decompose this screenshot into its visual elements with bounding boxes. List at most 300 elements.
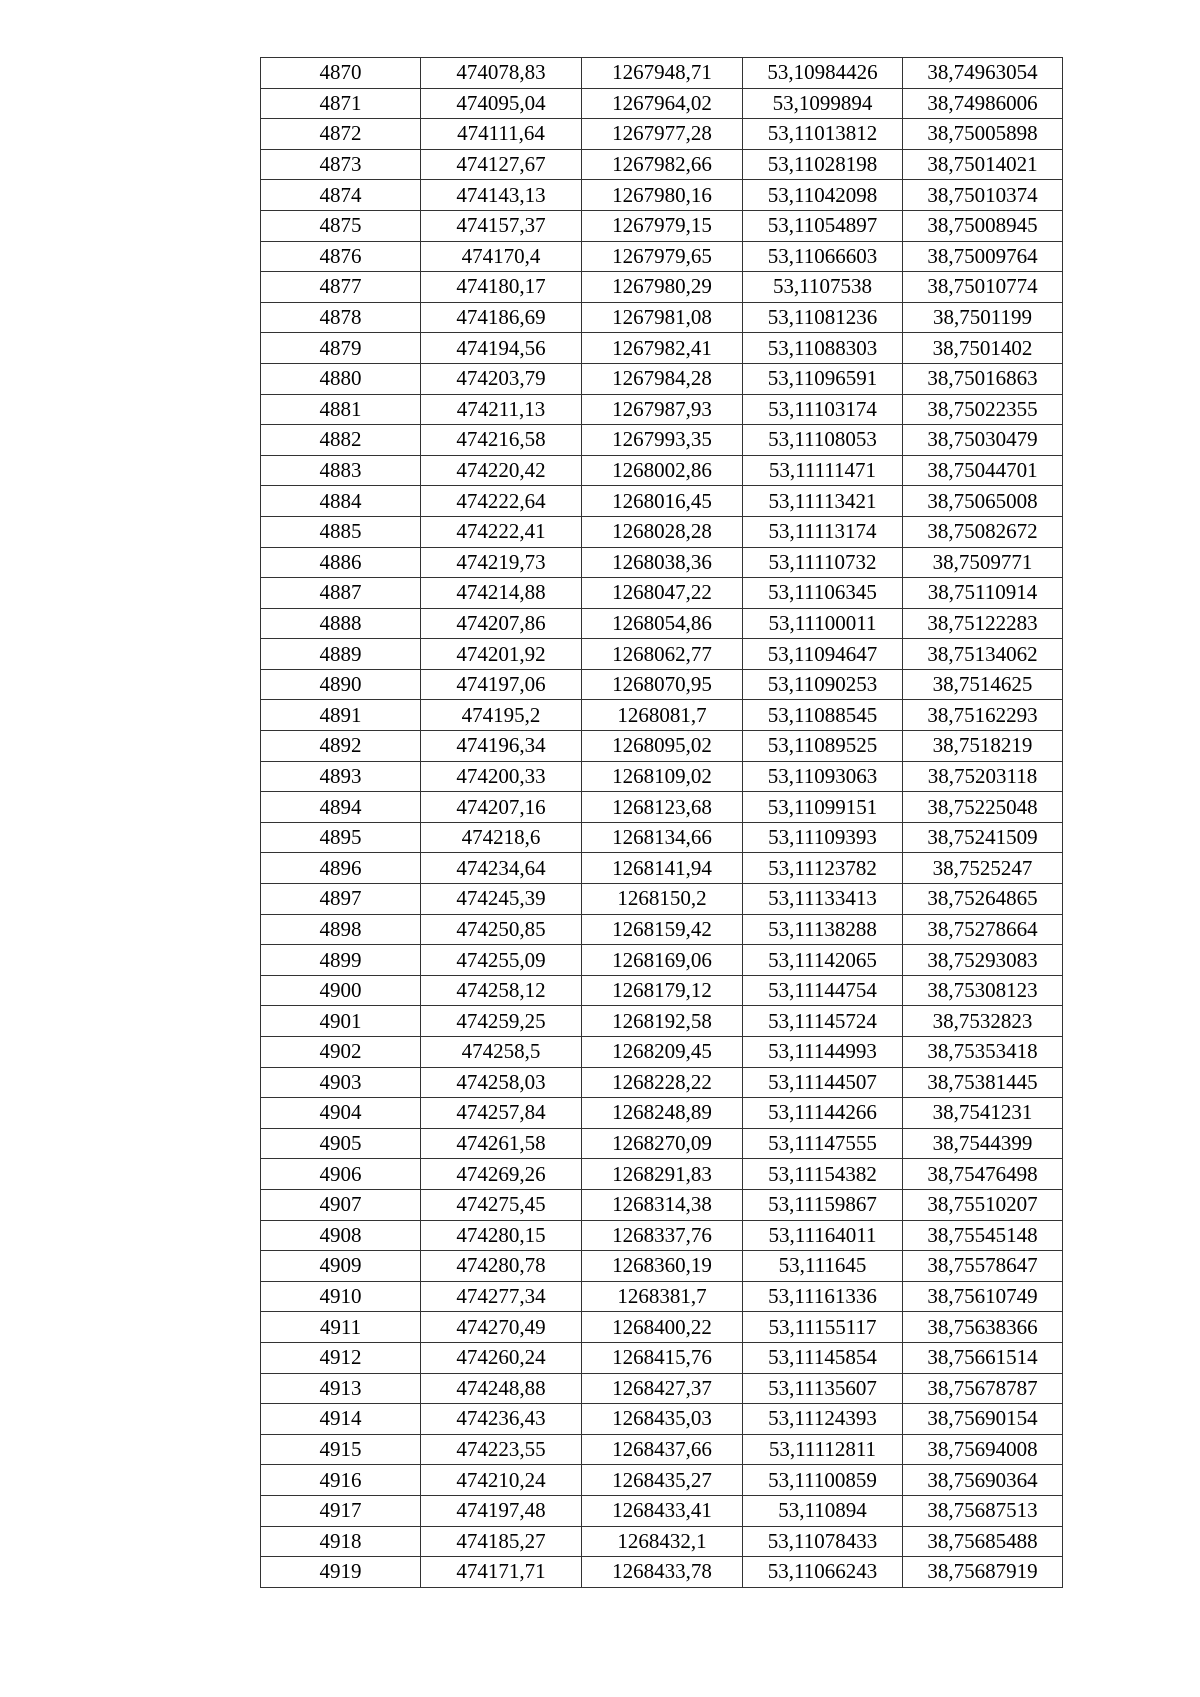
- longitude-cell: 38,75545148: [903, 1220, 1063, 1251]
- y-coordinate-cell: 1268062,77: [582, 639, 743, 670]
- latitude-cell: 53,11054897: [743, 210, 903, 241]
- x-coordinate-cell: 474207,16: [421, 792, 582, 823]
- longitude-cell: 38,74963054: [903, 58, 1063, 89]
- point-number-cell: 4904: [261, 1098, 421, 1129]
- longitude-cell: 38,7514625: [903, 669, 1063, 700]
- latitude-cell: 53,11145724: [743, 1006, 903, 1037]
- y-coordinate-cell: 1268141,94: [582, 853, 743, 884]
- longitude-cell: 38,75065008: [903, 486, 1063, 517]
- y-coordinate-cell: 1268123,68: [582, 792, 743, 823]
- point-number-cell: 4896: [261, 853, 421, 884]
- longitude-cell: 38,75122283: [903, 608, 1063, 639]
- point-number-cell: 4887: [261, 578, 421, 609]
- table-row: [261, 578, 1063, 609]
- x-coordinate-cell: 474280,78: [421, 1251, 582, 1282]
- table-row: [261, 149, 1063, 180]
- y-coordinate-cell: 1268134,66: [582, 822, 743, 853]
- longitude-cell: 38,75690154: [903, 1404, 1063, 1435]
- latitude-cell: 53,11099151: [743, 792, 903, 823]
- x-coordinate-cell: 474207,86: [421, 608, 582, 639]
- table-row: [261, 700, 1063, 731]
- longitude-cell: 38,7501402: [903, 333, 1063, 364]
- table-row: [261, 1128, 1063, 1159]
- y-coordinate-cell: 1268081,7: [582, 700, 743, 731]
- y-coordinate-cell: 1267964,02: [582, 88, 743, 119]
- table-row: [261, 210, 1063, 241]
- y-coordinate-cell: 1268337,76: [582, 1220, 743, 1251]
- longitude-cell: 38,75203118: [903, 761, 1063, 792]
- x-coordinate-cell: 474220,42: [421, 455, 582, 486]
- x-coordinate-cell: 474219,73: [421, 547, 582, 578]
- table-row: [261, 1557, 1063, 1588]
- longitude-cell: 38,75014021: [903, 149, 1063, 180]
- table-row: [261, 455, 1063, 486]
- point-number-cell: 4874: [261, 180, 421, 211]
- latitude-cell: 53,11106345: [743, 578, 903, 609]
- longitude-cell: 38,75008945: [903, 210, 1063, 241]
- table-row: [261, 1312, 1063, 1343]
- latitude-cell: 53,11100859: [743, 1465, 903, 1496]
- point-number-cell: 4915: [261, 1434, 421, 1465]
- point-number-cell: 4876: [261, 241, 421, 272]
- point-number-cell: 4912: [261, 1342, 421, 1373]
- latitude-cell: 53,11088303: [743, 333, 903, 364]
- point-number-cell: 4888: [261, 608, 421, 639]
- point-number-cell: 4877: [261, 272, 421, 303]
- x-coordinate-cell: 474248,88: [421, 1373, 582, 1404]
- latitude-cell: 53,11144507: [743, 1067, 903, 1098]
- latitude-cell: 53,11133413: [743, 884, 903, 915]
- x-coordinate-cell: 474258,5: [421, 1037, 582, 1068]
- latitude-cell: 53,11103174: [743, 394, 903, 425]
- longitude-cell: 38,75661514: [903, 1342, 1063, 1373]
- longitude-cell: 38,75010374: [903, 180, 1063, 211]
- table-row: [261, 1251, 1063, 1282]
- x-coordinate-cell: 474255,09: [421, 945, 582, 976]
- latitude-cell: 53,11108053: [743, 425, 903, 456]
- y-coordinate-cell: 1268433,41: [582, 1495, 743, 1526]
- x-coordinate-cell: 474111,64: [421, 119, 582, 150]
- y-coordinate-cell: 1268435,03: [582, 1404, 743, 1435]
- latitude-cell: 53,11096591: [743, 363, 903, 394]
- table-row: [261, 822, 1063, 853]
- x-coordinate-cell: 474277,34: [421, 1281, 582, 1312]
- y-coordinate-cell: 1268192,58: [582, 1006, 743, 1037]
- x-coordinate-cell: 474214,88: [421, 578, 582, 609]
- table-row: [261, 1495, 1063, 1526]
- longitude-cell: 38,75241509: [903, 822, 1063, 853]
- y-coordinate-cell: 1268314,38: [582, 1189, 743, 1220]
- latitude-cell: 53,11089525: [743, 731, 903, 762]
- x-coordinate-cell: 474127,67: [421, 149, 582, 180]
- x-coordinate-cell: 474222,41: [421, 516, 582, 547]
- x-coordinate-cell: 474197,48: [421, 1495, 582, 1526]
- table-row: [261, 669, 1063, 700]
- latitude-cell: 53,11154382: [743, 1159, 903, 1190]
- y-coordinate-cell: 1268415,76: [582, 1342, 743, 1373]
- x-coordinate-cell: 474236,43: [421, 1404, 582, 1435]
- longitude-cell: 38,75082672: [903, 516, 1063, 547]
- y-coordinate-cell: 1268054,86: [582, 608, 743, 639]
- point-number-cell: 4911: [261, 1312, 421, 1343]
- point-number-cell: 4913: [261, 1373, 421, 1404]
- longitude-cell: 38,75678787: [903, 1373, 1063, 1404]
- coordinates-table: [260, 57, 1063, 1588]
- x-coordinate-cell: 474186,69: [421, 302, 582, 333]
- y-coordinate-cell: 1268427,37: [582, 1373, 743, 1404]
- y-coordinate-cell: 1268360,19: [582, 1251, 743, 1282]
- y-coordinate-cell: 1268381,7: [582, 1281, 743, 1312]
- point-number-cell: 4884: [261, 486, 421, 517]
- y-coordinate-cell: 1268038,36: [582, 547, 743, 578]
- x-coordinate-cell: 474195,2: [421, 700, 582, 731]
- y-coordinate-cell: 1267948,71: [582, 58, 743, 89]
- table-row: [261, 1281, 1063, 1312]
- longitude-cell: 38,75381445: [903, 1067, 1063, 1098]
- point-number-cell: 4916: [261, 1465, 421, 1496]
- x-coordinate-cell: 474280,15: [421, 1220, 582, 1251]
- table-row: [261, 853, 1063, 884]
- table-row: [261, 1067, 1063, 1098]
- point-number-cell: 4882: [261, 425, 421, 456]
- x-coordinate-cell: 474222,64: [421, 486, 582, 517]
- longitude-cell: 38,75308123: [903, 975, 1063, 1006]
- longitude-cell: 38,75685488: [903, 1526, 1063, 1557]
- point-number-cell: 4908: [261, 1220, 421, 1251]
- longitude-cell: 38,74986006: [903, 88, 1063, 119]
- y-coordinate-cell: 1268095,02: [582, 731, 743, 762]
- y-coordinate-cell: 1267993,35: [582, 425, 743, 456]
- point-number-cell: 4901: [261, 1006, 421, 1037]
- latitude-cell: 53,11113421: [743, 486, 903, 517]
- y-coordinate-cell: 1268028,28: [582, 516, 743, 547]
- latitude-cell: 53,11042098: [743, 180, 903, 211]
- latitude-cell: 53,11135607: [743, 1373, 903, 1404]
- table-row: [261, 88, 1063, 119]
- latitude-cell: 53,11078433: [743, 1526, 903, 1557]
- table-row: [261, 792, 1063, 823]
- longitude-cell: 38,75638366: [903, 1312, 1063, 1343]
- latitude-cell: 53,11124393: [743, 1404, 903, 1435]
- y-coordinate-cell: 1267979,65: [582, 241, 743, 272]
- point-number-cell: 4879: [261, 333, 421, 364]
- point-number-cell: 4900: [261, 975, 421, 1006]
- latitude-cell: 53,11094647: [743, 639, 903, 670]
- latitude-cell: 53,11111471: [743, 455, 903, 486]
- y-coordinate-cell: 1268432,1: [582, 1526, 743, 1557]
- longitude-cell: 38,75510207: [903, 1189, 1063, 1220]
- x-coordinate-cell: 474275,45: [421, 1189, 582, 1220]
- y-coordinate-cell: 1268109,02: [582, 761, 743, 792]
- y-coordinate-cell: 1267979,15: [582, 210, 743, 241]
- table-row: [261, 333, 1063, 364]
- point-number-cell: 4886: [261, 547, 421, 578]
- table-row: [261, 58, 1063, 89]
- longitude-cell: 38,75264865: [903, 884, 1063, 915]
- x-coordinate-cell: 474260,24: [421, 1342, 582, 1373]
- table-row: [261, 884, 1063, 915]
- table-row: [261, 945, 1063, 976]
- latitude-cell: 53,10984426: [743, 58, 903, 89]
- point-number-cell: 4881: [261, 394, 421, 425]
- table-row: [261, 1037, 1063, 1068]
- longitude-cell: 38,75016863: [903, 363, 1063, 394]
- latitude-cell: 53,11147555: [743, 1128, 903, 1159]
- latitude-cell: 53,11145854: [743, 1342, 903, 1373]
- latitude-cell: 53,11144266: [743, 1098, 903, 1129]
- table-row: [261, 1373, 1063, 1404]
- longitude-cell: 38,75044701: [903, 455, 1063, 486]
- latitude-cell: 53,11013812: [743, 119, 903, 150]
- x-coordinate-cell: 474234,64: [421, 853, 582, 884]
- y-coordinate-cell: 1268179,12: [582, 975, 743, 1006]
- longitude-cell: 38,7509771: [903, 547, 1063, 578]
- y-coordinate-cell: 1268291,83: [582, 1159, 743, 1190]
- x-coordinate-cell: 474196,34: [421, 731, 582, 762]
- x-coordinate-cell: 474259,25: [421, 1006, 582, 1037]
- table-row: [261, 914, 1063, 945]
- y-coordinate-cell: 1268209,45: [582, 1037, 743, 1068]
- table-row: [261, 486, 1063, 517]
- point-number-cell: 4885: [261, 516, 421, 547]
- y-coordinate-cell: 1267977,28: [582, 119, 743, 150]
- x-coordinate-cell: 474216,58: [421, 425, 582, 456]
- table-row: [261, 1434, 1063, 1465]
- x-coordinate-cell: 474258,12: [421, 975, 582, 1006]
- point-number-cell: 4890: [261, 669, 421, 700]
- y-coordinate-cell: 1268228,22: [582, 1067, 743, 1098]
- point-number-cell: 4898: [261, 914, 421, 945]
- longitude-cell: 38,75225048: [903, 792, 1063, 823]
- y-coordinate-cell: 1268169,06: [582, 945, 743, 976]
- x-coordinate-cell: 474211,13: [421, 394, 582, 425]
- y-coordinate-cell: 1268433,78: [582, 1557, 743, 1588]
- latitude-cell: 53,11093063: [743, 761, 903, 792]
- point-number-cell: 4899: [261, 945, 421, 976]
- longitude-cell: 38,75010774: [903, 272, 1063, 303]
- y-coordinate-cell: 1268248,89: [582, 1098, 743, 1129]
- latitude-cell: 53,11081236: [743, 302, 903, 333]
- latitude-cell: 53,11109393: [743, 822, 903, 853]
- latitude-cell: 53,11123782: [743, 853, 903, 884]
- point-number-cell: 4878: [261, 302, 421, 333]
- longitude-cell: 38,75005898: [903, 119, 1063, 150]
- longitude-cell: 38,7501199: [903, 302, 1063, 333]
- table-row: [261, 608, 1063, 639]
- x-coordinate-cell: 474269,26: [421, 1159, 582, 1190]
- table-row: [261, 1526, 1063, 1557]
- x-coordinate-cell: 474185,27: [421, 1526, 582, 1557]
- longitude-cell: 38,75022355: [903, 394, 1063, 425]
- latitude-cell: 53,11110732: [743, 547, 903, 578]
- longitude-cell: 38,75293083: [903, 945, 1063, 976]
- point-number-cell: 4872: [261, 119, 421, 150]
- latitude-cell: 53,11159867: [743, 1189, 903, 1220]
- x-coordinate-cell: 474223,55: [421, 1434, 582, 1465]
- latitude-cell: 53,11112811: [743, 1434, 903, 1465]
- point-number-cell: 4919: [261, 1557, 421, 1588]
- table-row: [261, 241, 1063, 272]
- latitude-cell: 53,11161336: [743, 1281, 903, 1312]
- x-coordinate-cell: 474180,17: [421, 272, 582, 303]
- coordinates-table-body: [261, 58, 1063, 1588]
- table-row: [261, 425, 1063, 456]
- point-number-cell: 4895: [261, 822, 421, 853]
- x-coordinate-cell: 474218,6: [421, 822, 582, 853]
- table-row: [261, 394, 1063, 425]
- longitude-cell: 38,7525247: [903, 853, 1063, 884]
- longitude-cell: 38,75353418: [903, 1037, 1063, 1068]
- x-coordinate-cell: 474201,92: [421, 639, 582, 670]
- longitude-cell: 38,75110914: [903, 578, 1063, 609]
- point-number-cell: 4909: [261, 1251, 421, 1282]
- x-coordinate-cell: 474143,13: [421, 180, 582, 211]
- y-coordinate-cell: 1268435,27: [582, 1465, 743, 1496]
- y-coordinate-cell: 1267987,93: [582, 394, 743, 425]
- table-row: [261, 547, 1063, 578]
- table-row: [261, 1006, 1063, 1037]
- point-number-cell: 4905: [261, 1128, 421, 1159]
- latitude-cell: 53,11142065: [743, 945, 903, 976]
- longitude-cell: 38,7544399: [903, 1128, 1063, 1159]
- y-coordinate-cell: 1268016,45: [582, 486, 743, 517]
- point-number-cell: 4906: [261, 1159, 421, 1190]
- point-number-cell: 4871: [261, 88, 421, 119]
- x-coordinate-cell: 474197,06: [421, 669, 582, 700]
- point-number-cell: 4891: [261, 700, 421, 731]
- latitude-cell: 53,11066603: [743, 241, 903, 272]
- point-number-cell: 4870: [261, 58, 421, 89]
- y-coordinate-cell: 1267980,29: [582, 272, 743, 303]
- latitude-cell: 53,11113174: [743, 516, 903, 547]
- x-coordinate-cell: 474157,37: [421, 210, 582, 241]
- longitude-cell: 38,75476498: [903, 1159, 1063, 1190]
- latitude-cell: 53,11028198: [743, 149, 903, 180]
- latitude-cell: 53,11088545: [743, 700, 903, 731]
- point-number-cell: 4880: [261, 363, 421, 394]
- table-row: [261, 1159, 1063, 1190]
- latitude-cell: 53,11100011: [743, 608, 903, 639]
- point-number-cell: 4910: [261, 1281, 421, 1312]
- longitude-cell: 38,75694008: [903, 1434, 1063, 1465]
- point-number-cell: 4889: [261, 639, 421, 670]
- y-coordinate-cell: 1267982,41: [582, 333, 743, 364]
- table-row: [261, 302, 1063, 333]
- x-coordinate-cell: 474258,03: [421, 1067, 582, 1098]
- x-coordinate-cell: 474257,84: [421, 1098, 582, 1129]
- y-coordinate-cell: 1267981,08: [582, 302, 743, 333]
- x-coordinate-cell: 474170,4: [421, 241, 582, 272]
- x-coordinate-cell: 474095,04: [421, 88, 582, 119]
- point-number-cell: 4873: [261, 149, 421, 180]
- point-number-cell: 4893: [261, 761, 421, 792]
- y-coordinate-cell: 1268437,66: [582, 1434, 743, 1465]
- point-number-cell: 4914: [261, 1404, 421, 1435]
- latitude-cell: 53,110894: [743, 1495, 903, 1526]
- longitude-cell: 38,75610749: [903, 1281, 1063, 1312]
- table-row: [261, 1098, 1063, 1129]
- point-number-cell: 4894: [261, 792, 421, 823]
- x-coordinate-cell: 474270,49: [421, 1312, 582, 1343]
- longitude-cell: 38,75030479: [903, 425, 1063, 456]
- longitude-cell: 38,7541231: [903, 1098, 1063, 1129]
- latitude-cell: 53,11138288: [743, 914, 903, 945]
- table-row: [261, 639, 1063, 670]
- y-coordinate-cell: 1268270,09: [582, 1128, 743, 1159]
- longitude-cell: 38,75690364: [903, 1465, 1063, 1496]
- longitude-cell: 38,75009764: [903, 241, 1063, 272]
- x-coordinate-cell: 474200,33: [421, 761, 582, 792]
- latitude-cell: 53,1099894: [743, 88, 903, 119]
- latitude-cell: 53,11144993: [743, 1037, 903, 1068]
- longitude-cell: 38,75687513: [903, 1495, 1063, 1526]
- y-coordinate-cell: 1268047,22: [582, 578, 743, 609]
- x-coordinate-cell: 474261,58: [421, 1128, 582, 1159]
- longitude-cell: 38,75578647: [903, 1251, 1063, 1282]
- latitude-cell: 53,11155117: [743, 1312, 903, 1343]
- longitude-cell: 38,7532823: [903, 1006, 1063, 1037]
- table-row: [261, 1220, 1063, 1251]
- y-coordinate-cell: 1268400,22: [582, 1312, 743, 1343]
- y-coordinate-cell: 1267982,66: [582, 149, 743, 180]
- y-coordinate-cell: 1268159,42: [582, 914, 743, 945]
- x-coordinate-cell: 474078,83: [421, 58, 582, 89]
- point-number-cell: 4903: [261, 1067, 421, 1098]
- x-coordinate-cell: 474245,39: [421, 884, 582, 915]
- table-row: [261, 180, 1063, 211]
- y-coordinate-cell: 1267984,28: [582, 363, 743, 394]
- latitude-cell: 53,11090253: [743, 669, 903, 700]
- longitude-cell: 38,75278664: [903, 914, 1063, 945]
- point-number-cell: 4897: [261, 884, 421, 915]
- table-row: [261, 516, 1063, 547]
- latitude-cell: 53,11066243: [743, 1557, 903, 1588]
- table-row: [261, 975, 1063, 1006]
- table-row: [261, 761, 1063, 792]
- table-row: [261, 1404, 1063, 1435]
- x-coordinate-cell: 474210,24: [421, 1465, 582, 1496]
- longitude-cell: 38,75687919: [903, 1557, 1063, 1588]
- y-coordinate-cell: 1267980,16: [582, 180, 743, 211]
- point-number-cell: 4907: [261, 1189, 421, 1220]
- y-coordinate-cell: 1268070,95: [582, 669, 743, 700]
- table-row: [261, 731, 1063, 762]
- point-number-cell: 4918: [261, 1526, 421, 1557]
- x-coordinate-cell: 474250,85: [421, 914, 582, 945]
- table-row: [261, 1189, 1063, 1220]
- table-row: [261, 363, 1063, 394]
- longitude-cell: 38,75134062: [903, 639, 1063, 670]
- table-row: [261, 272, 1063, 303]
- table-row: [261, 119, 1063, 150]
- x-coordinate-cell: 474194,56: [421, 333, 582, 364]
- y-coordinate-cell: 1268150,2: [582, 884, 743, 915]
- table-row: [261, 1465, 1063, 1496]
- latitude-cell: 53,111645: [743, 1251, 903, 1282]
- point-number-cell: 4883: [261, 455, 421, 486]
- x-coordinate-cell: 474203,79: [421, 363, 582, 394]
- point-number-cell: 4892: [261, 731, 421, 762]
- latitude-cell: 53,11164011: [743, 1220, 903, 1251]
- point-number-cell: 4875: [261, 210, 421, 241]
- y-coordinate-cell: 1268002,86: [582, 455, 743, 486]
- x-coordinate-cell: 474171,71: [421, 1557, 582, 1588]
- point-number-cell: 4902: [261, 1037, 421, 1068]
- table-row: [261, 1342, 1063, 1373]
- point-number-cell: 4917: [261, 1495, 421, 1526]
- longitude-cell: 38,7518219: [903, 731, 1063, 762]
- longitude-cell: 38,75162293: [903, 700, 1063, 731]
